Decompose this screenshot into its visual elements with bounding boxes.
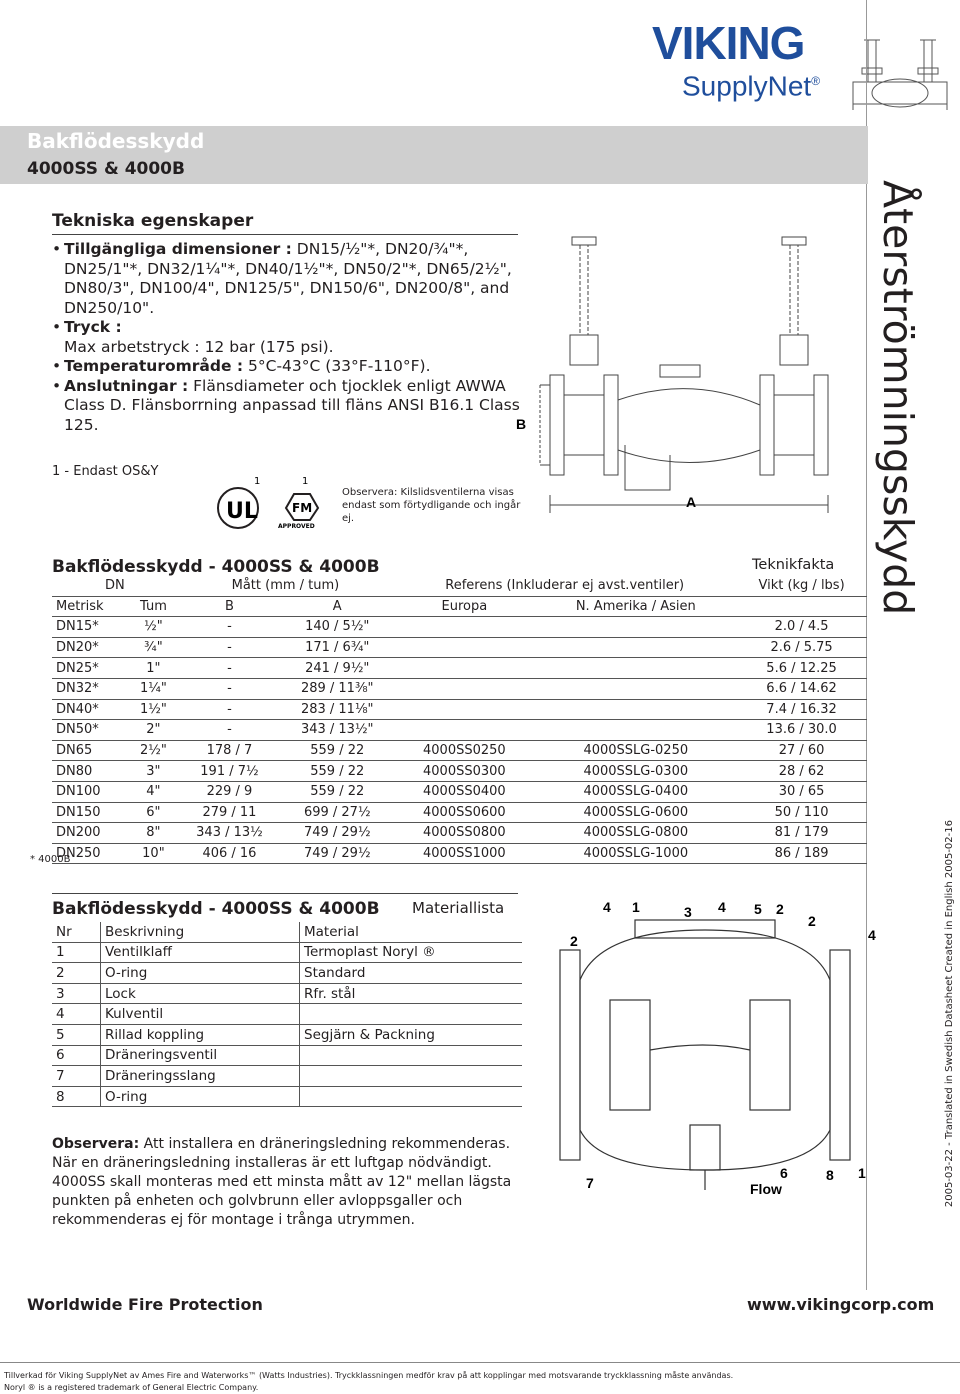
page-title: Bakflödesskydd — [27, 129, 205, 153]
table-row: 5 Rillad koppling Segjärn & Packning — [52, 1024, 522, 1045]
bullet-connections: • Anslutningar : Flänsdiameter och tjocklek enligt AWWA Class D. Flänsborrning anpassad till fläns ANSI B16.1 Class 125. — [52, 377, 522, 436]
valve-illustration-icon — [848, 20, 952, 120]
table-row: DN15* ½" - 140 / 5½" 2.0 / 4.5 — [52, 617, 867, 638]
dimension-a-label: A — [686, 494, 697, 510]
supplynet-logo: SupplyNet® — [682, 70, 821, 102]
cutaway-label: 7 — [586, 1175, 594, 1191]
bullet-dimensions: • Tillgängliga dimensioner : DN15/½"*, DN20/¾"*, DN25/1"*, DN32/1¼"*, DN40/1½"*, DN50/2"*, DN65/2½", DN80/3", DN100/4", DN125/5", DN150/6", DN200/8", and DN250/10". — [52, 240, 522, 318]
parts-right-heading: Materiallista — [412, 899, 505, 917]
cutaway-label: 3 — [684, 904, 692, 920]
table-row: DN32* 1¼" - 289 / 11⅜" 6.6 / 14.62 — [52, 678, 867, 699]
svg-text:1: 1 — [254, 476, 261, 487]
ul-logo — [210, 474, 264, 534]
table-row: DN50* 2" - 343 / 13½" 13.6 / 30.0 — [52, 720, 867, 741]
svg-text:FM: FM — [292, 501, 313, 515]
install-note: Observera: Att installera en dräneringsledning rekommenderas. När en dräneringsledning installeras är ett luftgap nödvändigt. 4000SS skall monteras med ett minsta mått av 12" mellan lägsta punkten på enheten och golvbrunn eller avloppsgaller och rekommenderas ej för montage i trånga utrymmen. — [52, 1136, 512, 1228]
valve-assembly-diagram — [510, 215, 850, 515]
cutaway-label: 6 — [780, 1165, 788, 1181]
table-row: 4 Kulventil — [52, 1004, 522, 1025]
table-row: DN150 6" 279 / 11 699 / 27½ 4000SS0600 4000SSLG-0600 50 / 110 — [52, 802, 867, 823]
specs-right-heading: Teknikfakta — [752, 557, 835, 573]
specs-heading: Bakflödesskydd - 4000SS & 4000B — [52, 557, 380, 577]
cutaway-label: 1 — [858, 1165, 866, 1181]
gate-valve-note: Observera: Kilslidsventilerna visas endast som förtydligande och ingår ej. — [342, 487, 521, 524]
fm-logo — [272, 474, 332, 534]
cutaway-label: 2 — [570, 933, 578, 949]
table-row: 2 O-ring Standard — [52, 963, 522, 984]
bullet-pressure: • Tryck : — [52, 318, 522, 338]
parts-heading: Bakflödesskydd - 4000SS & 4000B — [52, 899, 380, 919]
table-row: DN65 2½" 178 / 7 559 / 22 4000SS0250 4000SSLG-0250 27 / 60 — [52, 740, 867, 761]
website-link[interactable]: www.vikingcorp.com — [747, 1295, 935, 1314]
tech-bullets — [52, 240, 522, 435]
table-row: 3 Lock Rfr. stål — [52, 983, 522, 1004]
cutaway-label: 4 — [718, 899, 726, 915]
cutaway-label: 8 — [826, 1167, 834, 1183]
tech-heading: Tekniska egenskaper — [52, 211, 254, 231]
specs-footnote: * 4000B — [30, 854, 71, 865]
svg-text:UL: UL — [226, 499, 258, 524]
cutaway-label: 1 — [632, 899, 640, 915]
table-row: DN25* 1" - 241 / 9½" 5.6 / 12.25 — [52, 658, 867, 679]
ul-logo-icon — [210, 474, 264, 530]
cutaway-diagram — [540, 890, 876, 1200]
table-row: DN80 3" 191 / 7½ 559 / 22 4000SS0300 4000SSLG-0300 28 / 62 — [52, 761, 867, 782]
table-row: DN20* ¾" - 171 / 6¾" 2.6 / 5.75 — [52, 637, 867, 658]
specs-table — [52, 576, 867, 864]
bullet-temperature: • Temperaturområde : 5°C-43°C (33°F-110°F). — [52, 357, 522, 377]
specs-sub-header: Metrisk Tum B A Europa N. Amerika / Asien — [52, 596, 867, 617]
table-row: DN200 8" 343 / 13½ 749 / 29½ 4000SS0800 4000SSLG-0800 81 / 179 — [52, 823, 867, 844]
viking-logo: VIKING — [652, 17, 805, 69]
dimension-b-label: B — [516, 416, 527, 432]
table-row: 1 Ventilklaff Termoplast Noryl ® — [52, 942, 522, 963]
parts-top-rule — [52, 893, 518, 894]
table-row: DN40* 1½" - 283 / 11⅛" 7.4 / 16.32 — [52, 699, 867, 720]
cutaway-label: 2 — [808, 913, 816, 929]
svg-text:1: 1 — [302, 476, 309, 487]
fm-logo-icon — [272, 474, 332, 530]
parts-header: Nr Beskrivning Material — [52, 922, 522, 942]
tech-heading-rule — [52, 234, 518, 235]
footer-rule — [0, 1362, 960, 1363]
footer-tagline: Worldwide Fire Protection — [27, 1295, 263, 1314]
vertical-date: 2005-03-22 - Translated in Swedish Datasheet Created in English 2005-02-16 — [944, 820, 955, 1208]
tech-footnote: 1 - Endast OS&Y — [52, 464, 159, 479]
svg-text:APPROVED: APPROVED — [278, 523, 315, 530]
table-row: 7 Dräneringsslang — [52, 1066, 522, 1087]
cutaway-label: 4 — [603, 899, 611, 915]
table-row: DN250 10" 406 / 16 749 / 29½ 4000SS1000 4000SSLG-1000 86 / 189 — [52, 843, 867, 864]
table-row: 8 O-ring — [52, 1086, 522, 1107]
fine-print: Tillverkad för Viking SupplyNet av Ames Fire and Waterworks™ (Watts Industries). Tryckklassningen medför krav på att kopplingar med motsvarande tryckklassning måste användas. Noryl ® is a registered trademark of General Electric Company. — [4, 1371, 734, 1392]
parts-table — [52, 922, 522, 1107]
table-row: DN100 4" 229 / 9 559 / 22 4000SS0400 4000SSLG-0400 30 / 65 — [52, 781, 867, 802]
specs-group-header: DN Mått (mm / tum) Referens (Inkluderar ej avst.ventiler) Vikt (kg / lbs) — [52, 576, 867, 596]
cutaway-label: 5 — [754, 901, 762, 917]
bullet-pressure-value: Max arbetstryck : 12 bar (175 psi). — [64, 337, 334, 356]
cutaway-label: 2 — [776, 901, 784, 917]
page-subtitle: 4000SS & 4000B — [27, 159, 185, 179]
flow-label: Flow — [750, 1181, 782, 1197]
cutaway-label: 4 — [868, 927, 876, 943]
vertical-title: Återströmningsskydd — [874, 180, 922, 616]
table-row: 6 Dräneringsventil — [52, 1045, 522, 1066]
